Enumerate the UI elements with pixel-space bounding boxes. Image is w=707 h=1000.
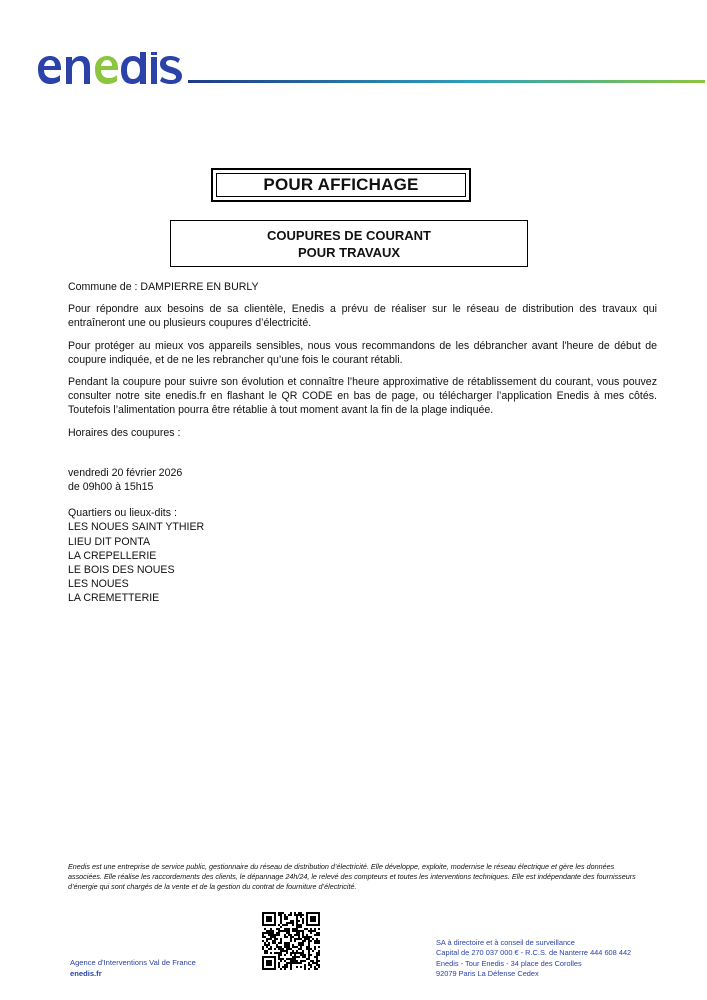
agency-block [70,958,196,979]
coupures-title-line1: COUPURES DE COURANT [267,227,431,243]
place-item: LIEU DIT PONTA [68,535,151,548]
footer-disclaimer: Enedis est une entreprise de service public, gestionnaire du réseau de distribution d’électricité. Elle développe, exploite, modernise le réseau électrique et gère les données associées. Elle réalise les raccordements des clients, le dépannage 24h/24, le relevé des compteurs et toutes les interventions techniques. Elle est indépendante des fournisseurs d’énergie qui sont chargés de la vente et de la gestion du contrat de fourniture d’électricité. [68,862,636,891]
places-block [68,506,657,605]
qr-code[interactable] [262,912,320,970]
schedule-date: vendredi 20 février 2026 [68,466,183,479]
place-item: LE BOIS DES NOUES [68,564,175,577]
legal-line: Enedis - Tour Enedis - 34 place des Corolles [436,958,582,968]
place-item: LA CREMETTERIE [68,592,160,605]
header-gradient-line [188,80,705,83]
enedis-logo [36,52,186,86]
place-item: LES NOUES SAINT YTHIER [68,521,205,534]
pour-affichage-title: POUR AFFICHAGE [216,173,466,197]
notice-body [68,280,657,606]
place-item: LES NOUES [68,578,129,591]
schedule-time: de 09h00 à 15h15 [68,481,154,494]
horaires-label: Horaires des coupures : [68,426,181,439]
paragraph-followup: Pendant la coupure pour suivre son évolution et connaître l’heure approximative de rétablissement du courant, vous pouvez consulter notre site enedis.fr en flashant le QR CODE en bas de page, ou télécharger l’application Enedis à mes côtés. Toutefois l’alimentation pourra être rétablie à tout moment avant la fin de la plage indiquée. [68,376,657,417]
commune-line: Commune de : DAMPIERRE EN BURLY [68,281,259,293]
schedule-block [68,466,657,494]
legal-line: Capital de 270 037 000 € - R.C.S. de Nanterre 444 608 442 [436,948,632,958]
paragraph-protection: Pour protéger au mieux vos appareils sensibles, nous vous recommandons de les débrancher avant l'heure de début de coupure indiquée, et de ne les rebrancher qu’une fois le courant rétabli. [68,339,657,366]
paragraph-intro: Pour répondre aux besoins de sa clientèle, Enedis a prévu de réaliser sur le réseau de distribution des travaux qui entraîneront une ou plusieurs coupures d’électricité. [68,303,657,330]
coupures-box [170,220,528,267]
coupures-title-line2: POUR TRAVAUX [297,244,401,260]
places-label: Quartiers ou lieux-dits : [68,507,177,520]
agency-name: Agence d'Interventions Val de France [70,958,196,967]
legal-line: SA à directoire et à conseil de surveillance [436,938,575,947]
pour-affichage-box [211,168,471,202]
legal-block [436,938,631,979]
place-item: LA CREPELLERIE [68,549,157,562]
site-link[interactable]: enedis.fr [70,968,102,978]
legal-line: 92079 Paris La Défense Cedex [436,968,539,978]
